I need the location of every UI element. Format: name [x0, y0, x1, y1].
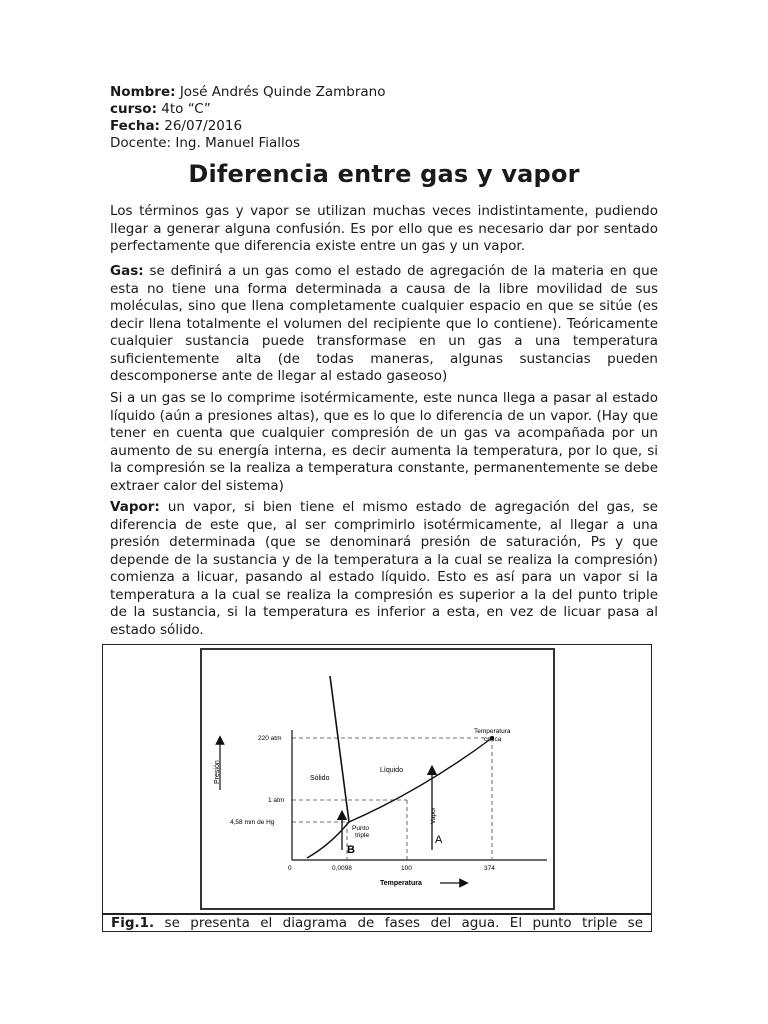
teacher-line: Docente: Ing. Manuel Fiallos: [110, 135, 301, 151]
region-solid: Sólido: [310, 775, 330, 782]
phase-diagram-figure: [200, 648, 555, 910]
tick-0-0098: 0,0098: [332, 865, 352, 872]
tick-374: 374: [484, 865, 495, 872]
date-line: Fecha: 26/07/2016: [110, 118, 243, 134]
region-vapor: Vapor: [430, 807, 437, 824]
tick-0: 0: [288, 865, 292, 872]
figure-caption: Fig.1. se presenta el diagrama de fases del agua. El punto triple se: [102, 914, 652, 932]
intro-paragraph: Los términos gas y vapor se utilizan muchas veces indistintamente, pudiendo llegar a generar alguna confusión. Es por ello que es necesario dar por sentado perfectamente que diferencia existe entre un gas y un vapor.: [110, 203, 658, 254]
tick-1atm: 1 atm: [268, 797, 285, 804]
fusion-curve: [330, 676, 349, 822]
student-info: [110, 84, 385, 152]
point-a-label: A: [435, 834, 443, 846]
point-b-label: B: [347, 844, 355, 856]
gas-paragraph: Gas: se definirá a un gas como el estado de agregación de la materia en que esta no tiene una forma determinada a causa de la libre movilidad de sus moléculas, sino que llena completamente cualquier espacio en que se sitúe (es decir llena totalmente el volumen del recipiente que lo contiene). Teóricamente cualquier sustancia puede transformase en un gas a una temperatura suficientemente alta (de todas maneras, algunas sustancias pueden descomponerse ante de llegar al estado gaseoso): [110, 263, 658, 384]
vaporization-curve: [349, 738, 492, 822]
course-line: curso: 4to “C”: [110, 101, 211, 117]
critical-label-2: crítica: [484, 736, 502, 743]
phase-diagram: [202, 650, 553, 908]
tick-100: 100: [401, 865, 412, 872]
critical-label-1: Temperatura: [474, 728, 511, 735]
y-axis-label: Presión: [214, 760, 221, 784]
sublimation-curve: [307, 822, 349, 858]
document-title: Diferencia entre gas y vapor: [188, 160, 580, 188]
tick-triple-pressure: 4,58 mm de Hg: [230, 819, 275, 826]
x-axis-label: Temperatura: [380, 880, 422, 887]
region-liquid: Líquido: [380, 767, 403, 774]
name-line: Nombre: José Andrés Quinde Zambrano: [110, 84, 386, 100]
triple-label-2: triple: [355, 832, 370, 839]
compression-paragraph: Si a un gas se lo comprime isotérmicamente, este nunca llega a pasar al estado líquido (aún a presiones altas), que es lo que lo diferencia de un vapor. (Hay que tener en cuenta que cualquier compresión de un gas va acompañada por un aumento de su energía interna, es decir aumenta la temperatura, por lo que, si la compresión se la realiza a temperatura constante, permanentemente se debe extraer calor del sistema): [110, 390, 658, 494]
tick-220atm: 220 atm: [258, 735, 282, 742]
vapor-paragraph: Vapor: un vapor, si bien tiene el mismo estado de agregación del gas, se diferencia de este que, al ser comprimirlo isotérmicamente, al llegar a una presión determinada (que se denominará presión de saturación, Ps y que depende de la sustancia y de la temperatura a la cual se realiza la compresión) comienza a licuar, pasando al estado líquido. Esto es así para un vapor si la temperatura a la cual se realiza la compresión es superior a la del punto triple de la sustancia, si la temperatura es inferior a esta, en vez de licuar pasa al estado sólido.: [110, 499, 658, 638]
triple-label-1: Punto: [352, 825, 369, 832]
